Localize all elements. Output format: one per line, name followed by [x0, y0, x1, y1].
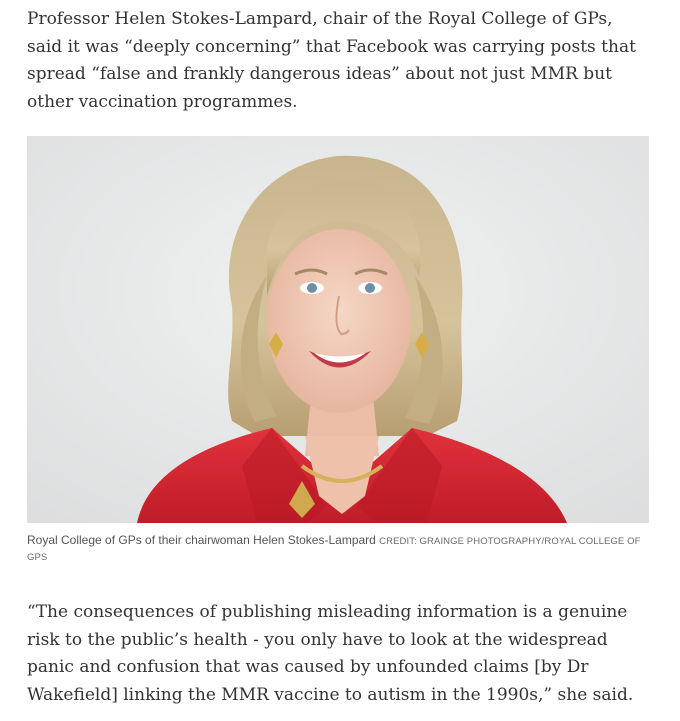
article-paragraph-quote-intro: Professor Helen Stokes-Lampard, chair of the Royal College of GPs, said it was “deeply concerning” that Facebook was carrying posts that spread “false and frankly dangerous ideas” about not just MMR but other vaccination programmes. [27, 9, 636, 112]
caption-text: Royal College of GPs of their chairwoman Helen Stokes-Lampard [27, 533, 380, 547]
article-body [27, 0, 652, 709]
figure-caption [27, 533, 649, 565]
photo-credit: CREDIT: GRAINGE PHOTOGRAPHY/ROYAL COLLEGE OF GPS [27, 536, 641, 563]
article-figure [27, 136, 649, 565]
portrait-photo [27, 136, 649, 523]
article-paragraph-quote: “The consequences of publishing misleading information is a genuine risk to the public’s health - you only have to look at the widespread panic and confusion that was caused by unfounded claims [by Dr Wakefield] linking the MMR vaccine to autism in the 1990s,” she said. [27, 602, 634, 705]
